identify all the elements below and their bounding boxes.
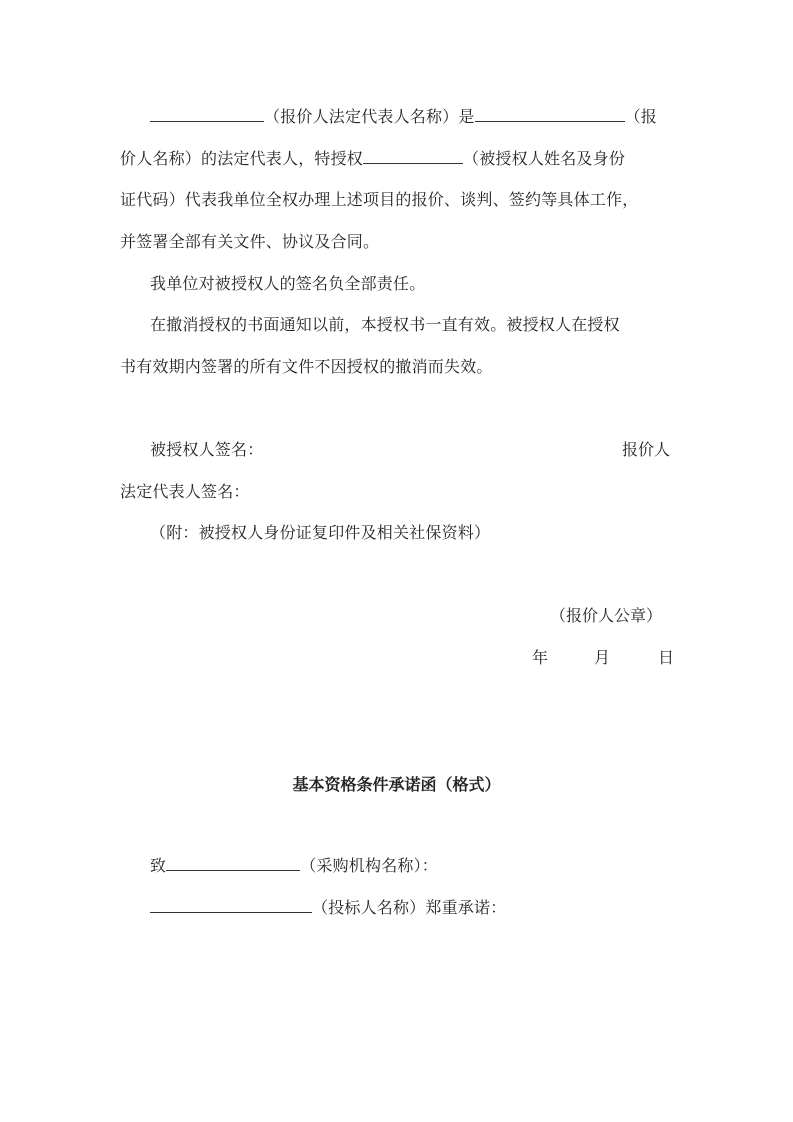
date-month: 月	[594, 648, 611, 667]
attachment-note: （附：被授权人身份证复印件及相关社保资料）	[150, 523, 491, 542]
auth-text: 价人名称）的法定代表人，特授权	[120, 149, 364, 168]
auth-text: （报价人法定代表人名称）是	[264, 107, 475, 126]
quoter-label: 报价人	[622, 440, 671, 459]
signee-label: 被授权人签名：	[150, 440, 264, 459]
commitment-to-prefix: 致	[150, 856, 167, 875]
date-day: 日	[658, 648, 675, 667]
legal-rep-name-blank	[150, 106, 264, 122]
auth-paragraph-2: 我单位对被授权人的签名负全部责任。	[150, 274, 426, 293]
procurement-agency-blank	[166, 855, 300, 871]
commitment-title: 基本资格条件承诺函（格式）	[292, 775, 501, 794]
date-line	[532, 647, 677, 669]
legal-rep-label: 法定代表人签名：	[120, 482, 250, 501]
commitment-bidder-suffix: （投标人名称）郑重承诺：	[312, 898, 507, 917]
auth-paragraph-1-line-1	[150, 106, 705, 128]
auth-paragraph-1-line-4: 并签署全部有关文件、协议及合同。	[120, 232, 380, 251]
commitment-to-suffix: （采购机构名称）：	[300, 856, 439, 875]
auth-text: （报	[624, 107, 658, 126]
quoter-name-blank	[475, 106, 625, 122]
authorized-person-blank	[363, 148, 463, 164]
auth-paragraph-3-line-1: 在撤消授权的书面通知以前，本授权书一直有效。被授权人在授权	[150, 315, 620, 334]
bidder-name-blank	[150, 897, 312, 913]
auth-paragraph-3-line-2: 书有效期内签署的所有文件不因授权的撤消而失效。	[120, 357, 493, 376]
date-year: 年	[532, 648, 549, 667]
seal-label: （报价人公章）	[550, 606, 663, 625]
auth-paragraph-1-line-2	[120, 148, 675, 170]
commitment-addressee-line	[150, 855, 705, 877]
auth-text: （被授权人姓名及身份	[463, 149, 626, 168]
auth-paragraph-1-line-3: 证代码）代表我单位全权办理上述项目的报价、谈判、签约等具体工作，	[120, 190, 639, 209]
commitment-bidder-line	[150, 897, 705, 919]
